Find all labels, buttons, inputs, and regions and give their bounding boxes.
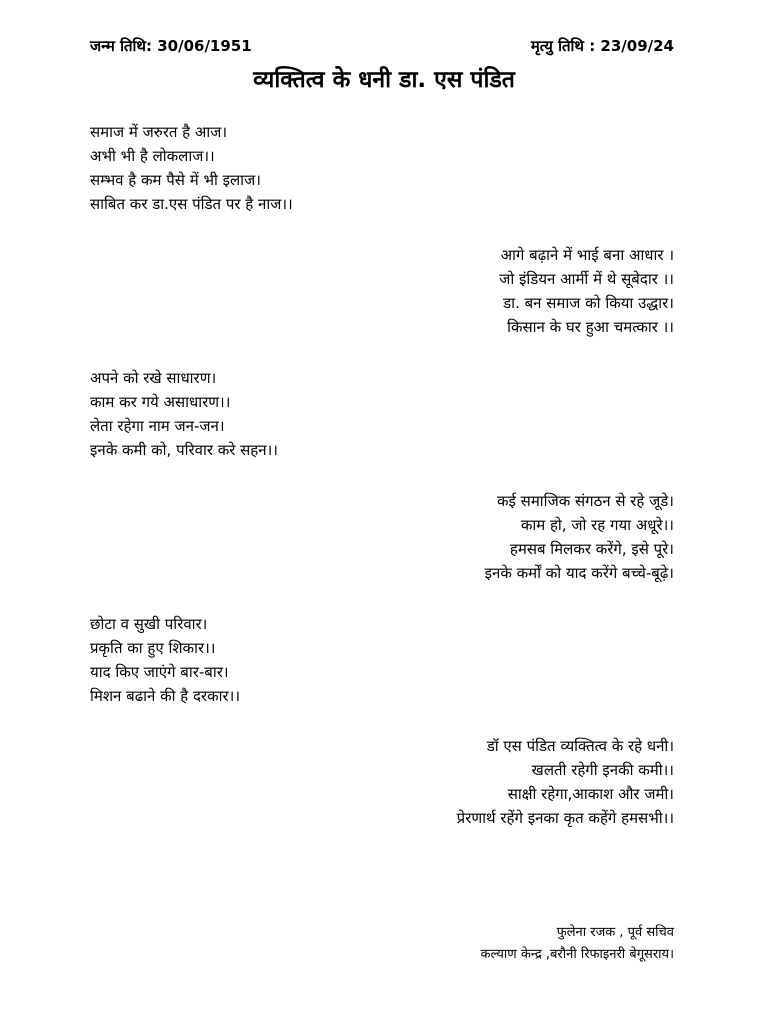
poem-line: लेता रहेगा नाम जन-जन। — [90, 417, 225, 435]
poem-line: अपने को रखे साधारण। — [90, 369, 217, 387]
poem-line: कई समाजिक संगठन से रहे जूडे। — [497, 492, 674, 510]
poem-line: जो इंडियन आर्मी में थे सूबेदार ।। — [499, 270, 674, 288]
poem-line: छोटा व सुखी परिवार। — [90, 615, 208, 633]
death-date: मृत्यु तिथि : 23/09/24 — [530, 37, 674, 55]
signature-organization: कल्याण केन्द्र ,बरौनी रिफाइनरी बेगूसराय। — [480, 947, 674, 962]
poem-line: मिशन बढाने की है दरकार।। — [90, 687, 241, 705]
poem-line: समाज में जरुरत है आज। — [90, 123, 228, 141]
poem-line: खलती रहेगी इनकी कमी।। — [531, 761, 674, 779]
poem-line: साबित कर डा.एस पंडित पर है नाज।। — [90, 195, 293, 213]
poem-line: आगे बढ़ाने में भाई बना आधार । — [500, 246, 674, 264]
stanza-4 — [485, 489, 674, 585]
stanza-3 — [90, 366, 278, 462]
poem-line: साक्षी रहेगा,आकाश और जमी। — [507, 785, 674, 803]
poem-line: सम्भव है कम पैसे में भी इलाज। — [90, 171, 261, 189]
poem-line: इनके कर्मों को याद करेंगे बच्चे-बूढ़े। — [484, 564, 674, 582]
poem-line: किसान के घर हुआ चमत्कार ।। — [507, 318, 674, 336]
stanza-1 — [90, 120, 293, 216]
poem-line: डा. बन समाज को किया उद्धार। — [503, 294, 674, 312]
stanza-2 — [499, 243, 674, 339]
poem-line: हमसब मिलकर करेंगे, इसे पूरे। — [509, 540, 674, 558]
page-title: व्यक्तित्व के धनी डा. एस पंडित — [253, 67, 515, 93]
poem-line: डॉ एस पंडित व्यक्तित्व के रहे धनी। — [486, 737, 674, 755]
poem-line: काम कर गये असाधारण।। — [90, 393, 231, 411]
poem-line: प्रकृति का हुए शिकार।। — [90, 639, 216, 657]
poem-line: याद किए जाएंगे बार-बार। — [90, 663, 229, 681]
birth-date: जन्म तिथि: 30/06/1951 — [90, 37, 252, 55]
stanza-6 — [457, 734, 674, 830]
poem-line: प्रेरणार्थ रहेंगे इनका कृत कहेंगे हमसभी।। — [456, 809, 674, 827]
signature-block — [480, 922, 674, 966]
poem-line: अभी भी है लोकलाज।। — [90, 147, 215, 165]
stanza-5 — [90, 612, 240, 708]
signature-name: फुलेना रजक , पूर्व सचिव — [556, 925, 674, 940]
poem-line: काम हो, जो रह गया अधूरे।। — [520, 516, 674, 534]
poem-line: इनके कमी को, परिवार करे सहन।। — [90, 441, 278, 459]
header-row — [90, 36, 674, 58]
